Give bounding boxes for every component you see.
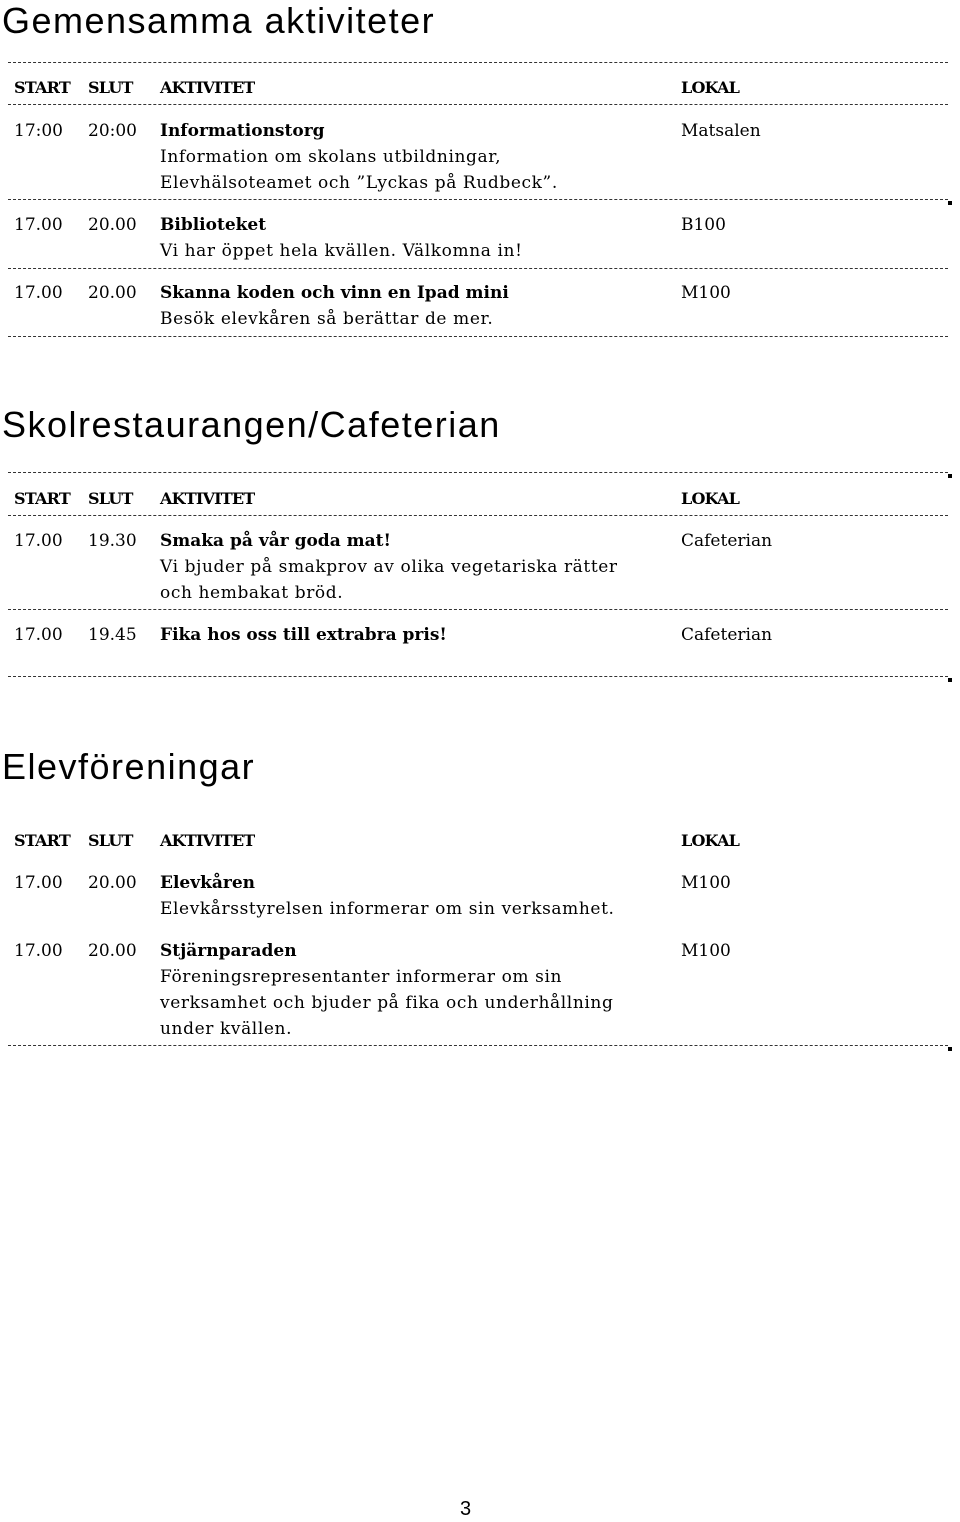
row-lokal: M100 (681, 283, 731, 303)
row-slut: 20.00 (88, 215, 137, 235)
divider-end-dot (948, 201, 952, 205)
divider (8, 336, 948, 337)
row-lokal: Cafeterian (681, 625, 773, 645)
row-start: 17.00 (14, 215, 63, 235)
divider (8, 515, 948, 516)
divider (8, 62, 948, 63)
row-desc: Elevhälsoteamet och ”Lyckas på Rudbeck”. (160, 173, 558, 193)
row-desc: Information om skolans utbildningar, (160, 147, 502, 167)
divider (8, 472, 948, 473)
row-desc: under kvällen. (160, 1019, 293, 1039)
header-lokal: LOKAL (681, 78, 740, 97)
divider-end-dot (948, 474, 952, 478)
row-lokal: Cafeterian (681, 531, 773, 551)
row-start: 17.00 (14, 625, 63, 645)
divider (8, 676, 948, 677)
row-title: Elevkåren (160, 873, 256, 893)
section-title-skolrestaurangen: Skolrestaurangen/Cafeterian (2, 404, 501, 445)
header-start: START (14, 831, 70, 850)
row-slut: 20.00 (88, 283, 137, 303)
header-aktivitet: AKTIVITET (160, 489, 255, 508)
row-slut: 19.45 (88, 625, 137, 645)
header-slut: SLUT (88, 489, 133, 508)
header-aktivitet: AKTIVITET (160, 831, 255, 850)
row-lokal: M100 (681, 941, 731, 961)
row-desc: Besök elevkåren så berättar de mer. (160, 309, 494, 329)
divider (8, 1045, 948, 1046)
row-title: Biblioteket (160, 215, 267, 235)
header-lokal: LOKAL (681, 489, 740, 508)
row-desc: Vi har öppet hela kvällen. Välkomna in! (160, 241, 523, 261)
divider (8, 268, 948, 269)
row-lokal: Matsalen (681, 121, 761, 141)
header-lokal: LOKAL (681, 831, 740, 850)
divider (8, 609, 948, 610)
header-slut: SLUT (88, 78, 133, 97)
row-desc: Föreningsrepresentanter informerar om sin (160, 967, 563, 987)
row-title: Skanna koden och vinn en Ipad mini (160, 283, 509, 303)
divider-end-dot (948, 678, 952, 682)
row-desc: Elevkårsstyrelsen informerar om sin verksamhet. (160, 899, 615, 919)
row-title: Smaka på vår goda mat! (160, 531, 391, 551)
row-start: 17.00 (14, 531, 63, 551)
row-desc: verksamhet och bjuder på fika och underhållning (160, 993, 614, 1013)
section-title-gemensamma: Gemensamma aktiviteter (2, 0, 436, 41)
row-slut: 20.00 (88, 873, 137, 893)
row-title: Fika hos oss till extrabra pris! (160, 625, 447, 645)
divider-end-dot (948, 1047, 952, 1051)
row-title: Informationstorg (160, 121, 325, 141)
divider (8, 199, 948, 200)
row-title: Stjärnparaden (160, 941, 297, 961)
header-start: START (14, 489, 70, 508)
row-slut: 20.00 (88, 941, 137, 961)
divider (8, 104, 948, 105)
header-slut: SLUT (88, 831, 133, 850)
row-start: 17.00 (14, 873, 63, 893)
section-title-elevforeningar: Elevföreningar (2, 746, 256, 787)
row-slut: 20:00 (88, 121, 137, 141)
row-start: 17:00 (14, 121, 63, 141)
row-desc: och hembakat bröd. (160, 583, 344, 603)
page-number: 3 (460, 1498, 472, 1520)
header-aktivitet: AKTIVITET (160, 78, 255, 97)
row-slut: 19.30 (88, 531, 137, 551)
row-start: 17.00 (14, 941, 63, 961)
row-start: 17.00 (14, 283, 63, 303)
row-lokal: M100 (681, 873, 731, 893)
header-start: START (14, 78, 70, 97)
row-desc: Vi bjuder på smakprov av olika vegetariska rätter (160, 557, 618, 577)
row-lokal: B100 (681, 215, 726, 235)
